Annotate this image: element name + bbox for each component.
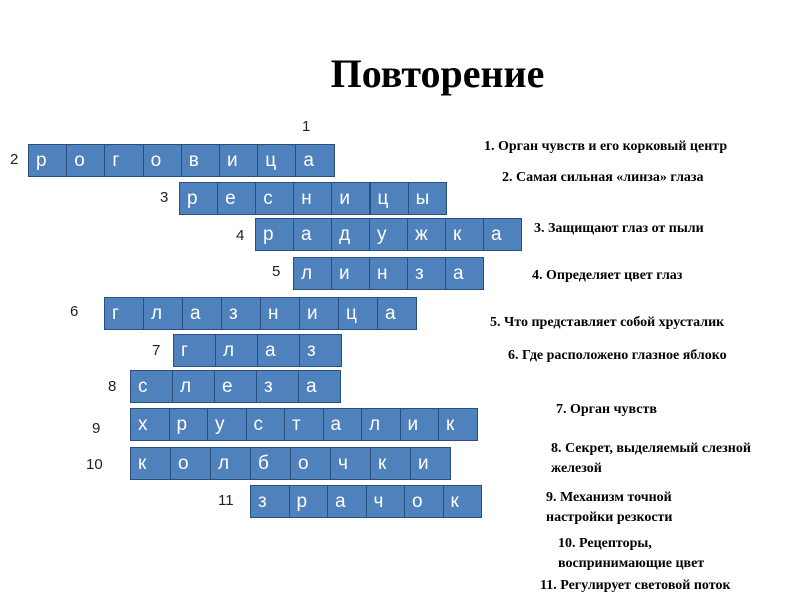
crossword-cell[interactable]: з [250, 485, 290, 518]
crossword-cell[interactable]: с [246, 408, 286, 441]
clue-8: 8. Секрет, выделяемый слезной железой [551, 441, 751, 476]
crossword-cell[interactable]: р [169, 408, 209, 441]
crossword-cell[interactable]: к [443, 485, 483, 518]
clue-2: 2. Самая сильная «линза» глаза [502, 170, 704, 185]
word-number-4: 4 [236, 227, 245, 244]
crossword-cell[interactable]: е [214, 370, 257, 403]
crossword-cell[interactable]: а [298, 370, 341, 403]
crossword-cell[interactable]: з [256, 370, 299, 403]
crossword-cell[interactable]: г [173, 334, 216, 367]
crossword-cell[interactable]: а [327, 485, 367, 518]
crossword-cell[interactable]: н [260, 297, 300, 330]
clue-10: 10. Рецепторы, воспринимающие цвет [558, 536, 705, 571]
clue-9: 9. Механизм точной настройки резкости [546, 490, 673, 525]
word-number-5: 5 [272, 263, 281, 280]
crossword-cell[interactable]: ы [408, 182, 447, 215]
crossword-cell[interactable]: л [293, 257, 332, 290]
crossword-cell[interactable]: и [410, 447, 451, 480]
crossword-cell[interactable]: з [221, 297, 261, 330]
crossword-cell[interactable]: а [257, 334, 300, 367]
crossword-cell[interactable]: т [284, 408, 324, 441]
crossword-cell[interactable]: д [331, 218, 370, 251]
clue-1: 1. Орган чувств и его корковый центр [484, 139, 728, 154]
crossword-cell[interactable]: р [255, 218, 294, 251]
crossword-cell[interactable]: ж [407, 218, 446, 251]
crossword-cell[interactable]: о [404, 485, 444, 518]
crossword-cell[interactable]: с [130, 370, 173, 403]
crossword-cell[interactable]: к [130, 447, 171, 480]
crossword-cell[interactable]: з [407, 257, 446, 290]
crossword-cell[interactable]: а [182, 297, 222, 330]
word-number-7: 7 [152, 342, 161, 359]
crossword-cell[interactable]: и [299, 297, 339, 330]
clue-6: 6. Где расположено глазное яблоко [508, 348, 727, 363]
word-number-6: 6 [70, 303, 79, 320]
crossword-cell[interactable]: ч [330, 447, 371, 480]
word-number-8: 8 [108, 378, 117, 395]
crossword-cell[interactable]: о [290, 447, 331, 480]
crossword-cell[interactable]: и [400, 408, 440, 441]
crossword-cell[interactable]: з [299, 334, 342, 367]
crossword-cell[interactable]: и [219, 144, 258, 177]
crossword-cell[interactable]: ц [257, 144, 296, 177]
crossword-cell[interactable]: в [181, 144, 220, 177]
crossword-cell[interactable]: к [445, 218, 484, 251]
crossword-cell[interactable]: г [104, 297, 144, 330]
crossword-cell[interactable]: о [143, 144, 182, 177]
vertical-word-number: 1 [302, 118, 311, 135]
crossword-cell[interactable]: н [369, 257, 408, 290]
crossword-cell[interactable]: а [483, 218, 522, 251]
crossword-cell[interactable]: р [179, 182, 218, 215]
crossword-cell[interactable]: а [445, 257, 484, 290]
crossword-cell[interactable]: а [295, 144, 334, 177]
crossword-cell[interactable]: л [215, 334, 258, 367]
word-number-2: 2 [10, 151, 19, 168]
page-title: Повторение [330, 51, 545, 96]
crossword-cell[interactable]: ц [338, 297, 378, 330]
clue-5: 5. Что представляет собой хрусталик [490, 315, 725, 330]
crossword-cell[interactable]: л [172, 370, 215, 403]
crossword-cell[interactable]: к [438, 408, 478, 441]
crossword-cell[interactable]: у [369, 218, 408, 251]
word-number-3: 3 [160, 189, 169, 206]
crossword-cell[interactable]: о [170, 447, 211, 480]
crossword-cell[interactable]: и [331, 182, 370, 215]
word-number-10: 10 [86, 456, 103, 473]
crossword-cell[interactable]: л [143, 297, 183, 330]
word-number-9: 9 [92, 420, 101, 437]
clue-11: 11. Регулирует световой поток [540, 578, 731, 593]
crossword-cell[interactable]: б [250, 447, 291, 480]
crossword-cell[interactable]: а [323, 408, 363, 441]
crossword-cell[interactable]: г [104, 144, 143, 177]
crossword-cell[interactable]: р [28, 144, 67, 177]
crossword-cell[interactable]: с [255, 182, 294, 215]
crossword-cell[interactable]: и [331, 257, 370, 290]
crossword-cell[interactable]: ч [366, 485, 406, 518]
crossword-cell[interactable]: ц [370, 182, 409, 215]
crossword-cell[interactable]: л [361, 408, 401, 441]
crossword-cell[interactable]: р [289, 485, 329, 518]
crossword-cell[interactable]: л [210, 447, 251, 480]
crossword-cell[interactable]: у [207, 408, 247, 441]
crossword-cell[interactable]: к [370, 447, 411, 480]
crossword-cell[interactable]: е [217, 182, 256, 215]
crossword-cell[interactable]: а [377, 297, 417, 330]
word-number-11: 11 [218, 492, 234, 509]
clue-7: 7. Орган чувств [556, 402, 657, 417]
clue-3: 3. Защищают глаз от пыли [534, 221, 704, 236]
crossword-cell[interactable]: н [293, 182, 332, 215]
crossword-cell[interactable]: о [66, 144, 105, 177]
crossword-cell[interactable]: х [130, 408, 170, 441]
clue-4: 4. Определяет цвет глаз [532, 268, 683, 283]
crossword-cell[interactable]: а [293, 218, 332, 251]
